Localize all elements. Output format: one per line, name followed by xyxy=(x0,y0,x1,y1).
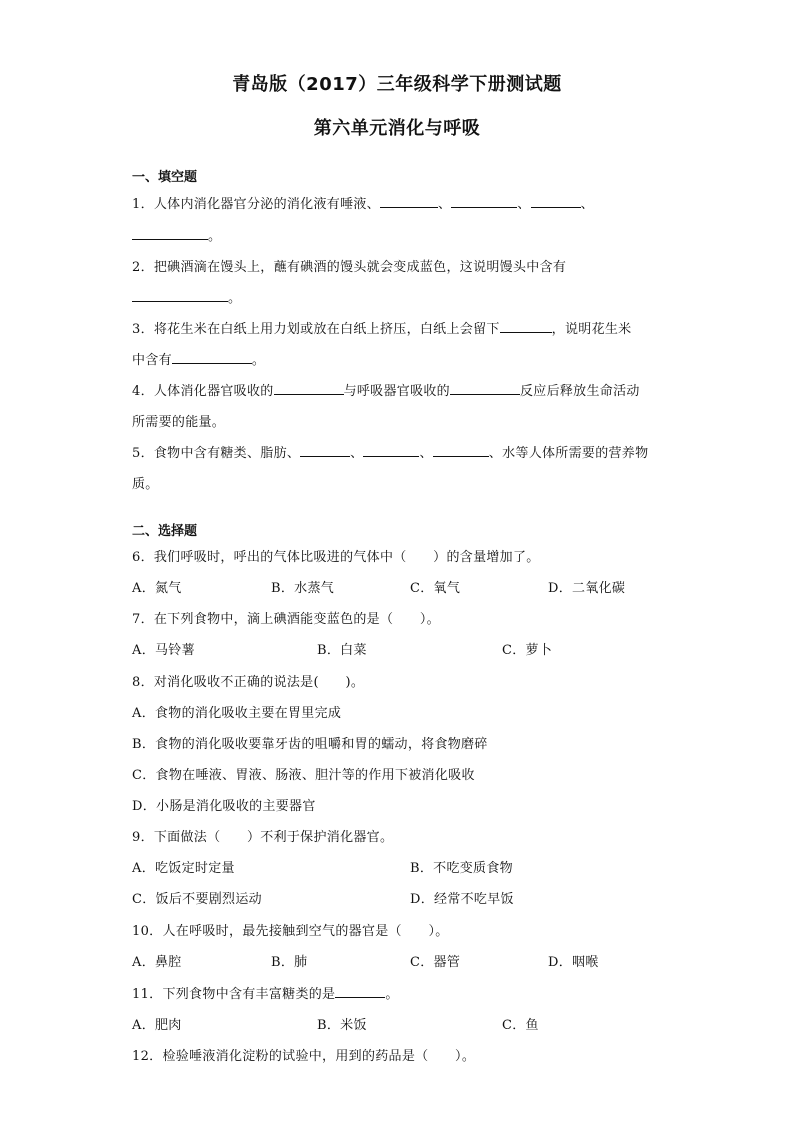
q1-end: 。 xyxy=(208,229,222,244)
answer-blank[interactable] xyxy=(500,320,552,333)
answer-blank[interactable] xyxy=(132,289,228,302)
question-11 xyxy=(132,983,399,1002)
answer-blank[interactable] xyxy=(300,444,350,457)
option-a[interactable]: A．食物的消化吸收主要在胃里完成 xyxy=(132,706,342,721)
option-c[interactable]: C．氧气 xyxy=(410,581,461,596)
answer-blank[interactable] xyxy=(531,195,581,208)
option-d[interactable]: D．咽喉 xyxy=(548,955,599,970)
option-c[interactable]: C．食物在唾液、胃液、肠液、胆汁等的作用下被消化吸收 xyxy=(132,768,475,783)
option-c[interactable]: C．饭后不要剧烈运动 xyxy=(132,892,262,907)
q11-end: 。 xyxy=(385,987,399,1002)
option-b[interactable]: B．白菜 xyxy=(317,643,367,658)
question-7: 7．在下列食物中，滴上碘酒能变蓝色的是（ ）。 xyxy=(132,612,440,627)
option-a[interactable]: A．马铃薯 xyxy=(132,643,195,658)
option-a[interactable]: A．氮气 xyxy=(132,581,182,596)
question-1-cont xyxy=(132,225,221,244)
q1-sep: 、 xyxy=(437,197,452,212)
option-a[interactable]: A．鼻腔 xyxy=(132,955,182,970)
q2-end: 。 xyxy=(228,291,242,306)
question-4-cont xyxy=(132,411,225,430)
q4-text-2: 与呼吸器官吸收的 xyxy=(343,384,450,399)
option-b[interactable]: B．水蒸气 xyxy=(271,581,335,596)
question-9: 9．下面做法（ ）不利于保护消化器官。 xyxy=(132,830,394,845)
question-3 xyxy=(132,318,631,337)
question-4 xyxy=(132,380,640,399)
question-3-cont xyxy=(132,349,265,368)
answer-blank[interactable] xyxy=(380,195,438,208)
question-10: 10．人在呼吸时，最先接触到空气的器官是（ ）。 xyxy=(132,924,449,939)
q5-text: 5．食物中含有糖类、脂肪、 xyxy=(132,446,301,461)
answer-blank[interactable] xyxy=(132,227,208,240)
option-a[interactable]: A．肥肉 xyxy=(132,1018,182,1033)
answer-blank[interactable] xyxy=(335,985,385,998)
answer-blank[interactable] xyxy=(363,444,419,457)
answer-blank[interactable] xyxy=(172,351,252,364)
option-b[interactable]: B．食物的消化吸收要靠牙齿的咀嚼和胃的蠕动，将食物磨碎 xyxy=(132,737,488,752)
option-a[interactable]: A．吃饭定时定量 xyxy=(132,861,235,876)
q3-end: 。 xyxy=(251,353,266,368)
page-title: 青岛版（2017）三年级科学下册测试题 xyxy=(232,74,562,95)
question-2 xyxy=(132,256,566,275)
q11-text: 11．下列食物中含有丰富糖类的是 xyxy=(132,987,336,1002)
page-subtitle: 第六单元消化与呼吸 xyxy=(313,118,481,139)
option-d[interactable]: D．经常不吃早饭 xyxy=(410,892,514,907)
answer-blank[interactable] xyxy=(451,195,517,208)
section-fill-heading: 一、填空题 xyxy=(132,170,198,185)
q4-text-3: 反应后释放生命活动 xyxy=(519,384,640,399)
option-b[interactable]: B．米饭 xyxy=(317,1018,367,1033)
q2-text: 2．把碘酒滴在馒头上，蘸有碘酒的馒头就会变成蓝色，这说明馒头中含有 xyxy=(132,260,567,275)
q4-text: 4．人体消化器官吸收的 xyxy=(132,384,274,399)
option-b[interactable]: B．不吃变质食物 xyxy=(410,861,513,876)
option-d[interactable]: D．小肠是消化吸收的主要器官 xyxy=(132,799,316,814)
q4-end: 所需要的能量。 xyxy=(132,415,226,430)
option-d[interactable]: D．二氧化碳 xyxy=(548,581,626,596)
answer-blank[interactable] xyxy=(450,382,520,395)
question-6: 6．我们呼吸时，呼出的气体比吸进的气体中（ ）的含量增加了。 xyxy=(132,550,540,565)
question-1 xyxy=(132,193,594,212)
question-2-cont xyxy=(132,287,241,306)
question-8: 8．对消化吸收不正确的说法是( )。 xyxy=(132,675,365,690)
answer-blank[interactable] xyxy=(274,382,344,395)
answer-blank[interactable] xyxy=(433,444,489,457)
q5-text-2: 、水等人体所需要的营养物 xyxy=(488,446,649,461)
q3-text-3: 中含有 xyxy=(132,353,172,368)
section-choice-heading: 二、选择题 xyxy=(132,524,198,539)
q5-sep: 、 xyxy=(350,446,364,461)
q5-sep: 、 xyxy=(419,446,433,461)
q1-sep: 、 xyxy=(580,197,594,212)
option-c[interactable]: C．鱼 xyxy=(502,1018,539,1033)
question-5 xyxy=(132,442,648,461)
q1-text: 1．人体内消化器官分泌的消化液有唾液、 xyxy=(132,197,380,212)
question-12: 12．检验唾液消化淀粉的试验中，用到的药品是（ ）。 xyxy=(132,1049,476,1064)
q3-text-2: ，说明花生米 xyxy=(551,322,632,337)
option-b[interactable]: B．肺 xyxy=(271,955,308,970)
question-5-cont xyxy=(132,473,159,492)
option-c[interactable]: C．萝卜 xyxy=(502,643,553,658)
q5-end: 质。 xyxy=(132,477,159,492)
option-c[interactable]: C．器管 xyxy=(410,955,461,970)
q3-text: 3．将花生米在白纸上用力划或放在白纸上挤压，白纸上会留下 xyxy=(132,322,500,337)
q1-sep: 、 xyxy=(517,197,531,212)
